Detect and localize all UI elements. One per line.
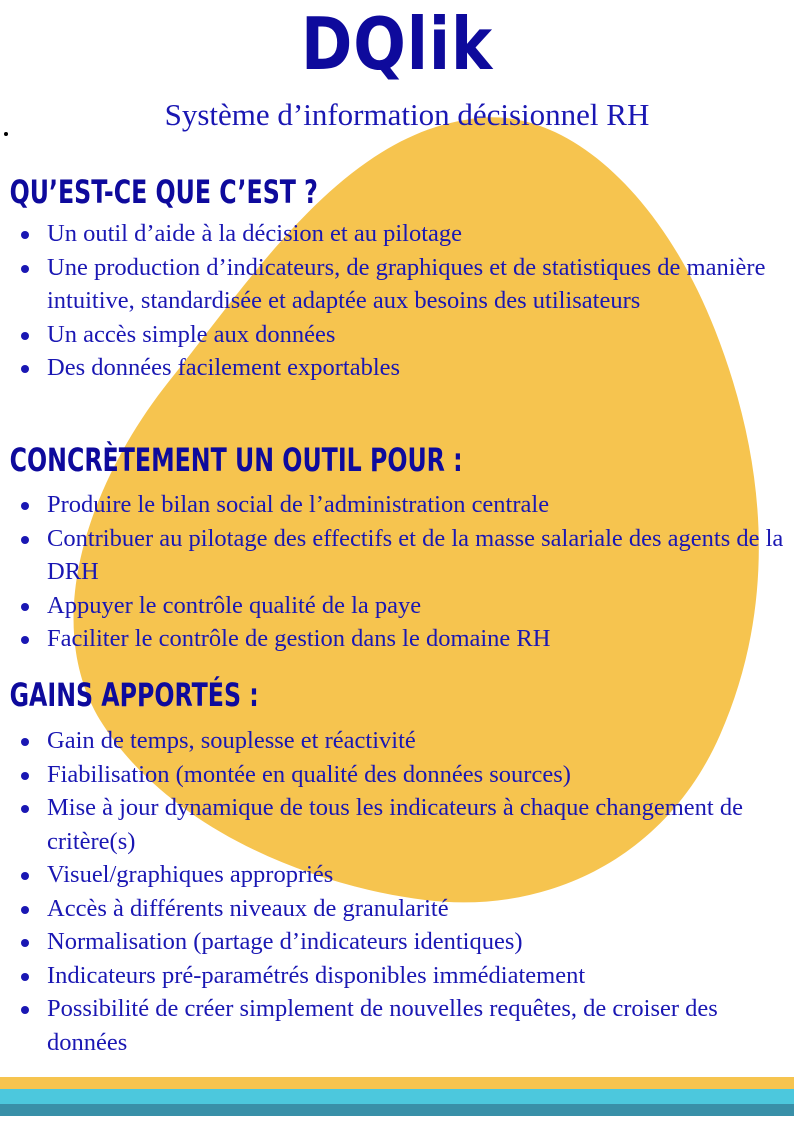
section-concretely [0, 440, 794, 656]
list-item: Un accès simple aux données [0, 318, 794, 352]
section-heading: GAINS APPORTÉS : [9, 676, 259, 714]
bullet-list [0, 724, 794, 1059]
footer-stripe-yellow [0, 1077, 794, 1089]
section-what-is-it [0, 172, 794, 385]
list-item: Une production d’indicateurs, de graphiques et de statistiques de manière intuitive, standardisée et adaptée aux besoins des utilisateurs [0, 251, 794, 318]
list-item: Mise à jour dynamique de tous les indicateurs à chaque changement de critère(s) [0, 791, 794, 858]
section-gains [0, 675, 794, 1059]
list-item: Possibilité de créer simplement de nouvelles requêtes, de croiser des données [0, 992, 794, 1059]
list-item: Visuel/graphiques appropriés [0, 858, 794, 892]
list-item: Fiabilisation (montée en qualité des données sources) [0, 758, 794, 792]
list-item: Un outil d’aide à la décision et au pilotage [0, 217, 794, 251]
list-item: Des données facilement exportables [0, 351, 794, 385]
list-item: Produire le bilan social de l’administration centrale [0, 488, 794, 522]
list-item: Faciliter le contrôle de gestion dans le domaine RH [0, 622, 794, 656]
footer-stripe-cyan [0, 1089, 794, 1104]
section-heading: QU’EST-CE QUE C’EST ? [9, 173, 318, 211]
list-item: Appuyer le contrôle qualité de la paye [0, 589, 794, 623]
list-item: Contribuer au pilotage des effectifs et de la masse salariale des agents de la DRH [0, 522, 794, 589]
list-item: Gain de temps, souplesse et réactivité [0, 724, 794, 758]
bullet-list [0, 488, 794, 656]
list-item: Indicateurs pré-paramétrés disponibles immédiatement [0, 959, 794, 993]
section-heading: CONCRÈTEMENT UN OUTIL POUR : [9, 441, 463, 479]
stray-dot [4, 132, 8, 136]
list-item: Accès à différents niveaux de granularité [0, 892, 794, 926]
bullet-list [0, 217, 794, 385]
app-title: DQlik [301, 2, 493, 86]
list-item: Normalisation (partage d’indicateurs identiques) [0, 925, 794, 959]
app-subtitle: Système d’information décisionnel RH [164, 97, 650, 132]
footer-stripe-teal [0, 1104, 794, 1116]
